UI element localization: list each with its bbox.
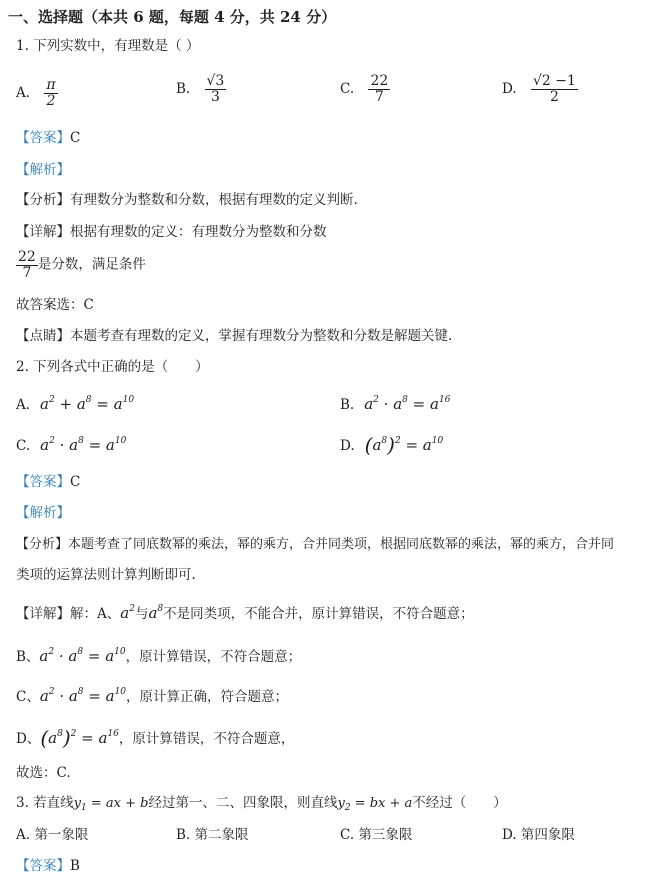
- q2-option-b: B. $a^2 \cdot a^8 = a^{16}$: [340, 395, 451, 413]
- q1-conclusion: 故答案选：C: [16, 297, 94, 313]
- q2-option-c: C. $a^2 \cdot a^8 = a^{10}$: [16, 436, 127, 454]
- q2-xiangjie-d: D、$(a^8)^2 = a^{16}$，原计算错误，不符合题意，: [16, 726, 295, 750]
- section-title: 一、选择题（本共 6 题，每题 4 分，共 24 分）: [8, 8, 337, 26]
- q1-option-c: C. $\frac{22}{7}$: [340, 73, 389, 105]
- q2-conclusion: 故选：C.: [16, 765, 71, 781]
- q1-option-d: D. $\frac{√2 -1}{2}$: [502, 73, 576, 105]
- q2-option-a: A. $a^2 + a^8 = a^{10}$: [16, 395, 135, 413]
- q3-option-a: A. 第一象限: [16, 827, 89, 843]
- q1-fraction-line: $\frac{22}{7}$ 是分数，满足条件: [18, 249, 146, 281]
- q1-dianjing: 【点睛】本题考查有理数的定义，掌握有理数分为整数和分数是解题关键.: [16, 328, 453, 344]
- q1-xiangjie: 【详解】根据有理数的定义：有理数分为整数和分数: [16, 224, 327, 240]
- q3-option-c: C. 第三象限: [340, 827, 413, 843]
- q2-xiangjie-b: B、$a^2 \cdot a^8 = a^{10}$，原计算错误，不符合题意；: [16, 647, 302, 665]
- q2-fenxi-line-1: 【分析】本题考查了同底数幂的乘法，幂的乘方，合并同类项，根据同底数幂的乘法，幂的乘方，合并同: [16, 537, 615, 552]
- question-2-stem: 2. 下列各式中正确的是（ ）: [16, 359, 209, 375]
- q2-option-d: D. $(a^8)^2 = a^{10}$: [340, 433, 444, 457]
- question-3-stem: 3. 若直线$y_1$ = ax + b经过第一、二、四象限，则直线$y_2$ = bx + a不经过（ ）: [16, 795, 507, 813]
- q2-xiangjie-a: 【详解】解：A、$a^2$与$a^8$不是同类项，不能合并，原计算错误，不符合题意；: [16, 604, 474, 622]
- q1-option-b: B. $\frac{√3}{3}$: [176, 73, 225, 105]
- question-1-stem: 1. 下列实数中，有理数是（ ）: [16, 38, 200, 54]
- q1-answer: 【答案】C: [16, 130, 81, 146]
- q1-fenxi: 【分析】有理数分为整数和分数，根据有理数的定义判断.: [16, 192, 358, 208]
- q2-xiangjie-c: C、$a^2 \cdot a^8 = a^{10}$，原计算正确，符合题意；: [16, 687, 289, 705]
- q1-option-a: A. $\frac{\pi}{2}$: [16, 77, 56, 109]
- q3-option-b: B. 第二象限: [176, 827, 249, 843]
- q2-answer: 【答案】C: [16, 474, 81, 490]
- q2-fenxi-line-2: 类项的运算法则计算判断即可.: [16, 567, 196, 583]
- q1-analysis-tag: 【解析】: [16, 162, 70, 178]
- q3-answer: 【答案】B: [16, 858, 80, 874]
- q3-option-d: D. 第四象限: [502, 827, 575, 843]
- q2-analysis-tag: 【解析】: [16, 505, 70, 521]
